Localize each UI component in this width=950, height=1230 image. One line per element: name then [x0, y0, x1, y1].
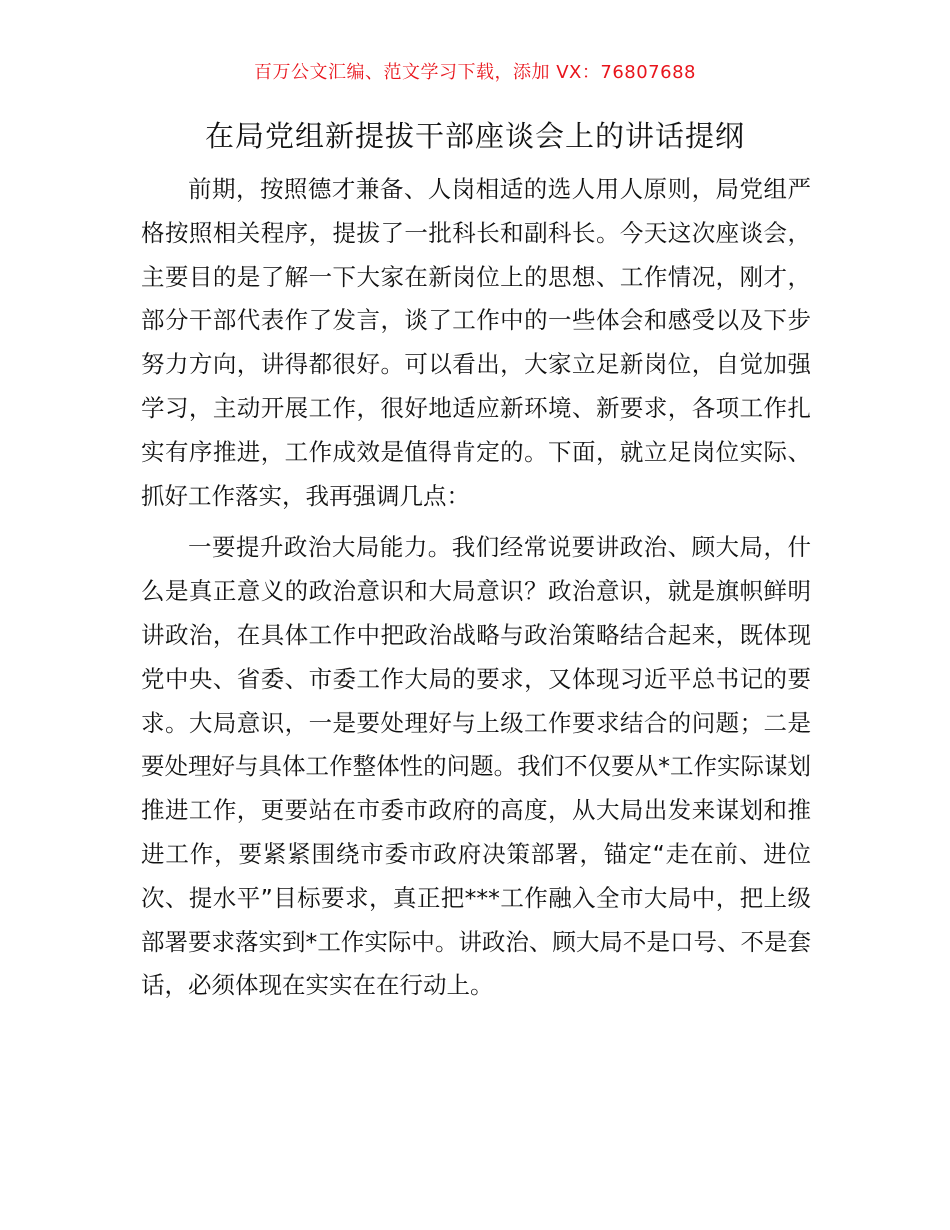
document-body: [141, 168, 811, 1016]
paragraph-point-one: 一要提升政治大局能力。我们经常说要讲政治、顾大局，什么是真正意义的政治意识和大局意识？政治意识，就是旗帜鲜明讲政治，在具体工作中把政治战略与政治策略结合起来，既体现党中央、省委、市委工作大局的要求，又体现习近平总书记的要求。大局意识，一是要处理好与上级工作要求结合的问题；二是要处理好与具体工作整体性的问题。我们不仅要从*工作实际谋划推进工作，更要站在市委市政府的高度，从大局出发来谋划和推进工作，要紧紧围绕市委市政府决策部署，锚定“走在前、进位次、提水平”目标要求，真正把***工作融入全市大局中，把上级部署要求落实到*工作实际中。讲政治、顾大局不是口号、不是套话，必须体现在实实在在行动上。: [141, 533, 811, 1000]
document-title: 在局党组新提拔干部座谈会上的讲话提纲: [204, 119, 745, 153]
paragraph-intro: 前期，按照德才兼备、人岗相适的选人用人原则，局党组严格按照相关程序，提拔了一批科长和副科长。今天这次座谈会，主要目的是了解一下大家在新岗位上的思想、工作情况，刚才，部分干部代表作了发言，谈了工作中的一些体会和感受以及下步努力方向，讲得都很好。可以看出，大家立足新岗位，自觉加强学习，主动开展工作，很好地适应新环境、新要求，各项工作扎实有序推进，工作成效是值得肯定的。下面，就立足岗位实际、抓好工作落实，我再强调几点：: [141, 175, 811, 510]
header-watermark: 百万公文汇编、范文学习下载，添加 VX：76807688: [254, 62, 696, 83]
